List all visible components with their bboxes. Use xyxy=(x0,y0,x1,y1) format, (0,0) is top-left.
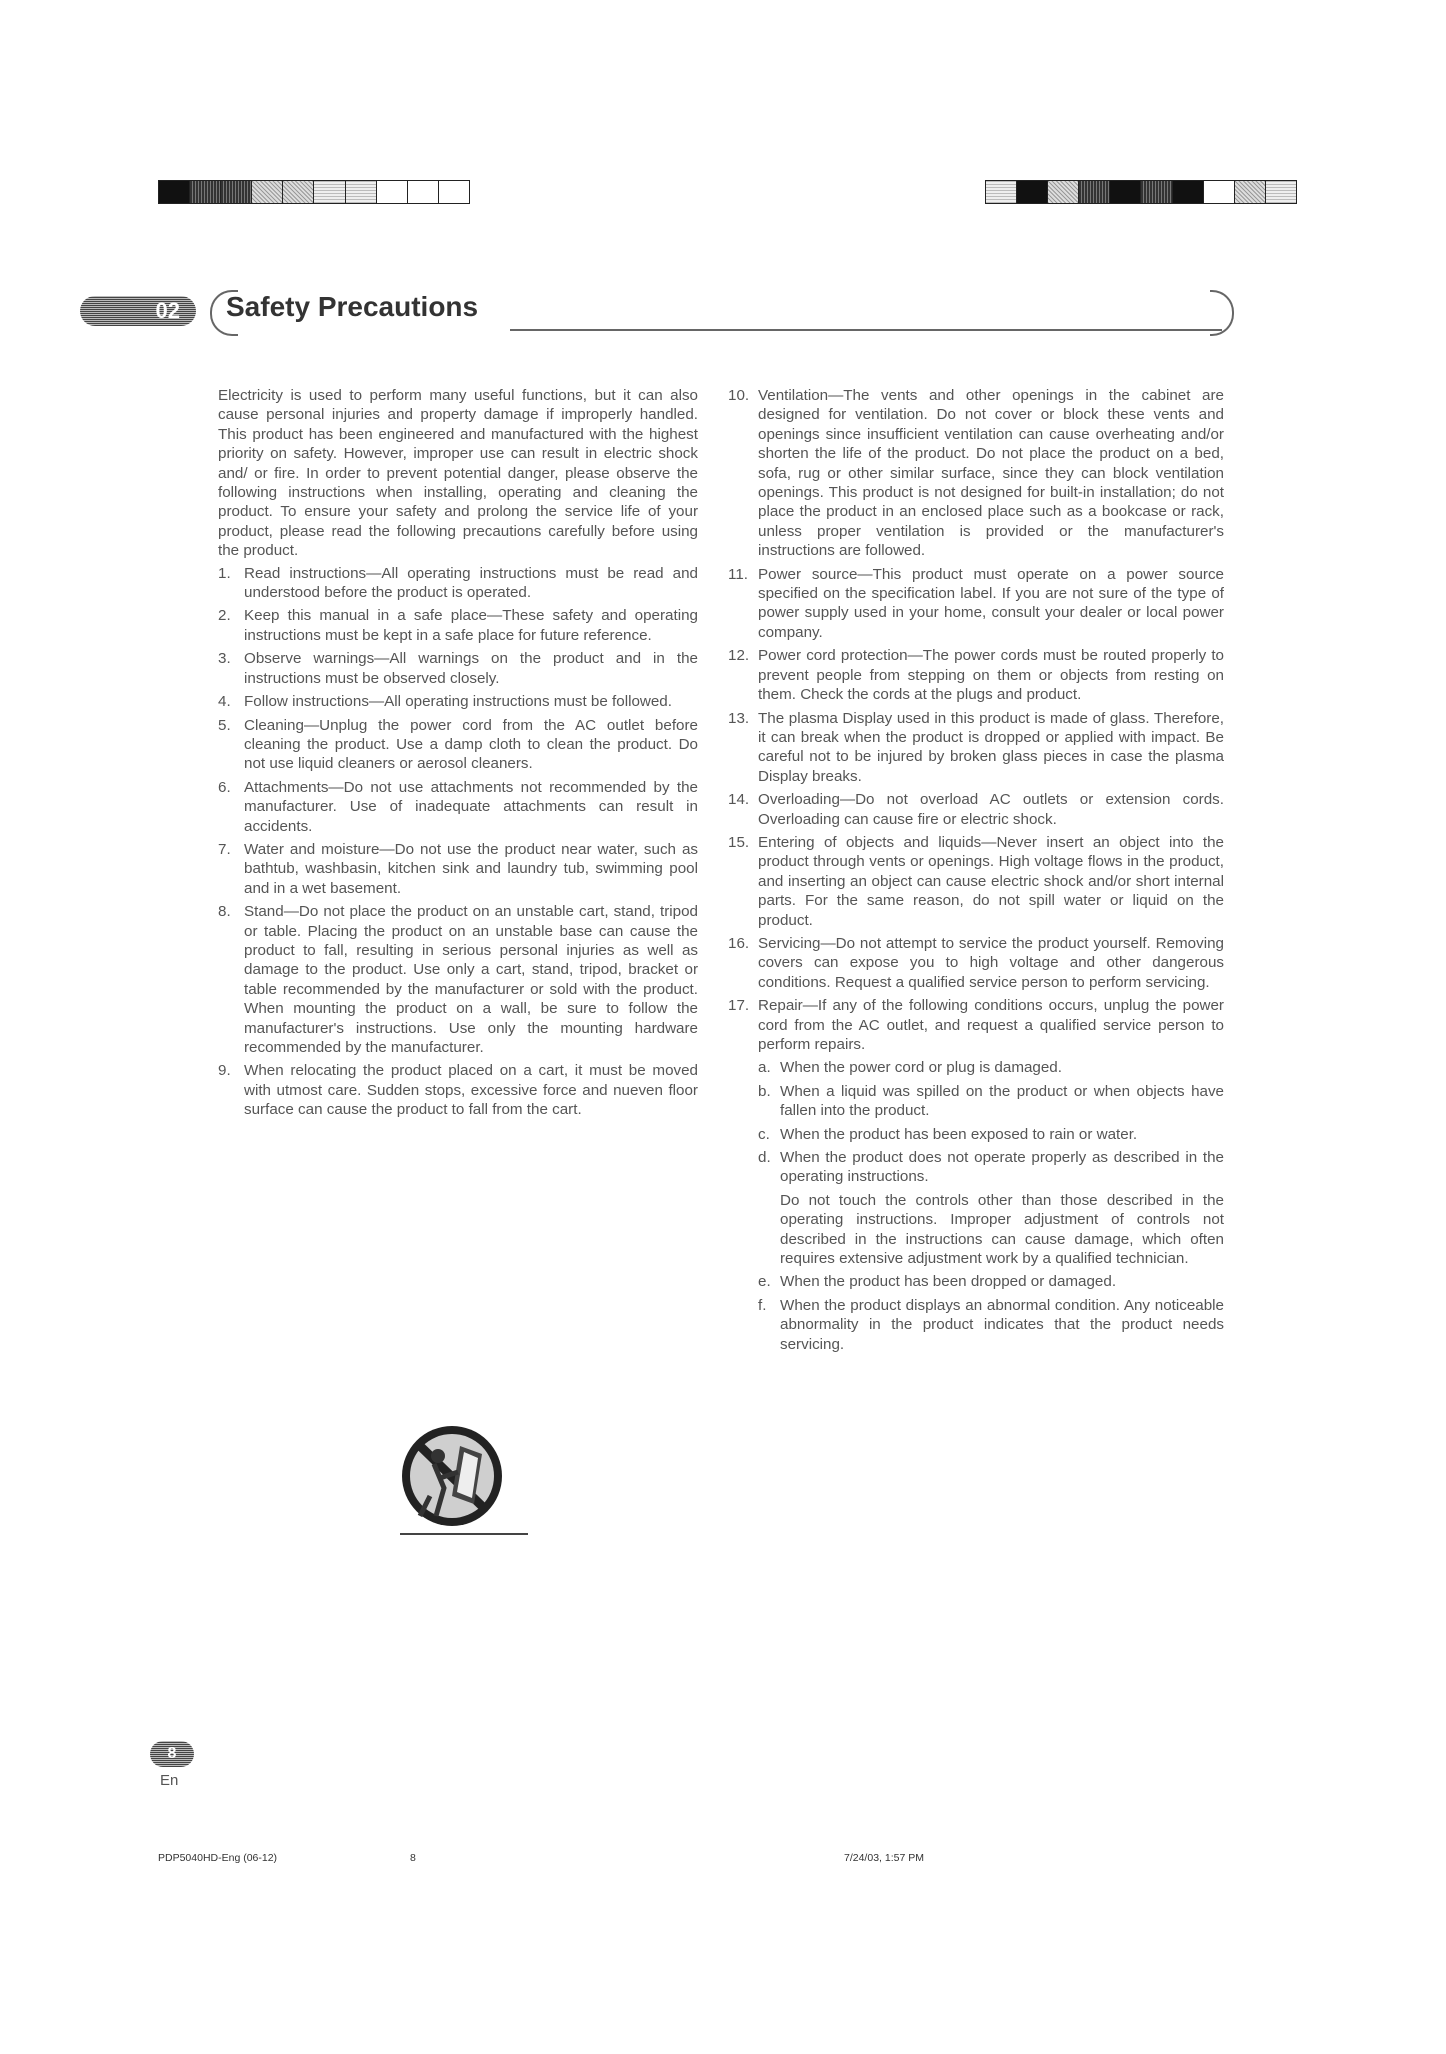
title-underline xyxy=(510,329,1222,331)
precaution-item-text: Attachments—Do not use attachments not recommended by the manufacturer. Use of inadequate attachments can result in accidents. xyxy=(244,778,698,835)
precaution-item-number: 15. xyxy=(728,833,750,851)
repair-condition-text: When the product does not operate properly as described in the operating instructions. xyxy=(780,1149,1224,1186)
precaution-item-text: Water and moisture—Do not use the product near water, such as bathtub, washbasin, kitchen sink and laundry tub, swimming pool and in a wet basement. xyxy=(244,840,698,897)
precaution-item xyxy=(728,934,1224,992)
precaution-item-number: 13. xyxy=(728,709,750,727)
registration-bar-left xyxy=(158,180,470,204)
page-title: Safety Precautions xyxy=(226,291,479,322)
precaution-item xyxy=(218,692,698,711)
precaution-item xyxy=(218,840,698,898)
precaution-item-text: Read instructions—All operating instructions must be read and understood before the product is operated. xyxy=(244,564,698,602)
precaution-item xyxy=(218,778,698,836)
repair-condition-number: f. xyxy=(758,1296,767,1314)
precaution-item-number: 9. xyxy=(218,1062,231,1080)
repair-condition xyxy=(758,1058,1224,1077)
precaution-item-number: 2. xyxy=(218,607,231,625)
precaution-item-text: Ventilation—The vents and other openings in the cabinet are designed for ventilation. Do not cover or block these vents and openings since insufficient ventilation can cause overheating and/or shorten the life of the product. Do not place the product on a bed, sofa, rug or other similar surface, since they can block ventilation openings. This product is not designed for built-in installation; do not place the product in an enclosed place such as a bookcase or rack, unless proper ventilation is provided or the manufacturer's instructions are followed. xyxy=(758,387,1224,560)
precaution-item-text: Power cord protection—The power cords must be routed properly to prevent people from stepping on them or objects from resting on them. Check the cords at the plugs and product. xyxy=(758,647,1224,704)
precaution-item-number: 11. xyxy=(728,565,748,583)
precaution-item-number: 5. xyxy=(218,716,231,734)
precaution-item xyxy=(218,649,698,688)
precaution-item-text: Keep this manual in a safe place—These safety and operating instructions must be kept in a safe place for future reference. xyxy=(244,607,698,644)
precaution-item-text: Power source—This product must operate on a power source specified on the specification label. If you are not sure of the type of power supply used in your home, consult your dealer or local power company. xyxy=(758,565,1224,641)
precaution-item xyxy=(728,386,1224,561)
precaution-item-text: Cleaning—Unplug the power cord from the AC outlet before cleaning the product. Use a damp cloth to clean the product. Do not use liquid cleaners or aerosol cleaners. xyxy=(244,716,698,773)
precaution-item xyxy=(218,606,698,645)
repair-condition-number: a. xyxy=(758,1059,771,1077)
left-column xyxy=(218,386,698,1124)
precaution-item-number: 14. xyxy=(728,791,750,809)
precaution-item-number: 8. xyxy=(218,903,231,921)
precaution-item-number: 4. xyxy=(218,693,231,711)
precaution-item-number: 10. xyxy=(728,387,750,404)
precaution-item-text: Entering of objects and liquids—Never insert an object into the product through vents or openings. High voltage flows in the product, and inserting an object can cause electric shock and/or short internal parts. For the same reason, do not spill water or liquid on the product. xyxy=(758,833,1224,929)
precaution-item-text: Stand—Do not place the product on an unstable cart, stand, tripod or table. Placing the product on an unstable base can cause the product to fall, resulting in serious personal injuries as well as damage to the product. Use only a cart, stand, tripod, bracket or table recommended by the manufacturer or sold with the product. When mounting the product on a wall, be sure to follow the manufacturer's instructions. Use only the mounting hardware recommended by the manufacturer. xyxy=(244,903,698,1056)
condition-d-note: Do not touch the controls other than those described in the operating instructions. Improper adjustment of controls not described in the instructions can cause damage, which often requires extensive adjustment work by a qualified technician. xyxy=(780,1191,1224,1268)
precaution-item xyxy=(728,709,1224,787)
doc-id: PDP5040HD-Eng (06-12) xyxy=(158,1852,278,1864)
precaution-item-number: 7. xyxy=(218,840,231,858)
precaution-item xyxy=(728,565,1224,643)
language-label: En xyxy=(160,1772,179,1789)
repair-condition-text: When the product has been dropped or damaged. xyxy=(780,1273,1117,1291)
precaution-item-number: 1. xyxy=(218,564,231,582)
doc-page: 8 xyxy=(410,1852,416,1864)
precaution-item-number: 3. xyxy=(218,650,231,668)
precaution-item-text: Observe warnings—All warnings on the product and in the instructions must be observed closely. xyxy=(244,650,698,687)
repair-condition xyxy=(758,1272,1224,1291)
precaution-item-text: Follow instructions—All operating instructions must be followed. xyxy=(244,693,672,711)
precaution-item-number: 12. xyxy=(728,647,750,665)
registration-bar-right xyxy=(985,180,1297,204)
repair-condition-number: e. xyxy=(758,1273,771,1291)
repair-condition-text: When a liquid was spilled on the product or when objects have fallen into the product. xyxy=(780,1082,1224,1120)
precaution-item-text: When relocating the product placed on a cart, it must be moved with utmost care. Sudden stops, excessive force and nueven floor surface can cause the product to fall from the cart. xyxy=(244,1062,698,1119)
repair-condition-text: When the power cord or plug is damaged. xyxy=(780,1059,1062,1077)
precaution-item-text: Overloading—Do not overload AC outlets or extension cords. Overloading can cause fire or electric shock. xyxy=(758,791,1224,828)
repair-condition xyxy=(758,1125,1224,1144)
repair-condition-number: c. xyxy=(758,1125,770,1143)
precaution-item xyxy=(218,902,698,1057)
print-timestamp: 7/24/03, 1:57 PM xyxy=(844,1852,924,1864)
precaution-item-number: 16. xyxy=(728,934,750,952)
repair-condition xyxy=(758,1148,1224,1187)
precautions-list-right xyxy=(728,386,1224,1354)
precaution-item xyxy=(728,790,1224,829)
precaution-item-text: The plasma Display used in this product is made of glass. Therefore, it can break when the product is dropped or applied with impact. Be careful not to be injured by broken glass pieces in case the plasma Display breaks. xyxy=(758,709,1224,785)
precaution-item-text: Servicing—Do not attempt to service the product yourself. Removing covers can expose you to high voltage and other dangerous conditions. Request a qualified service person to perform servicing. xyxy=(758,934,1224,991)
page-number-badge: 8 xyxy=(150,1741,194,1767)
precaution-item xyxy=(728,646,1224,704)
repair-condition-text: When the product displays an abnormal condition. Any noticeable abnormality in the product indicates that the product needs servicing. xyxy=(780,1296,1224,1353)
precaution-item xyxy=(218,716,698,774)
chapter-badge: 02 xyxy=(80,296,196,326)
precaution-item xyxy=(218,564,698,603)
precaution-item-number: 17. xyxy=(728,997,750,1015)
repair-condition-text: When the product has been exposed to rain or water. xyxy=(780,1125,1138,1143)
repair-condition xyxy=(758,1082,1224,1121)
precaution-item xyxy=(728,996,1224,1054)
repair-condition xyxy=(758,1296,1224,1354)
precaution-item xyxy=(728,833,1224,930)
precaution-item-number: 6. xyxy=(218,778,231,796)
precaution-item-text: Repair—If any of the following conditions occurs, unplug the power cord from the AC outlet, and request a qualified service person to perform repairs. xyxy=(758,997,1224,1053)
cart-tip-warning-icon xyxy=(390,1416,530,1546)
precautions-list-left xyxy=(218,564,698,1120)
precaution-item xyxy=(218,1061,698,1119)
repair-condition-number: d. xyxy=(758,1149,771,1167)
intro-paragraph: Electricity is used to perform many useful functions, but it can also cause personal injuries and property damage if improperly handled. This product has been engineered and manufactured with the highest priority on safety. However, improper use can result in electric shock and/ or fire. In order to prevent potential danger, please observe the following instructions when installing, operating and cleaning the product. To ensure your safety and prolong the service life of your product, please read the following precautions carefully before using the product. xyxy=(218,387,698,560)
repair-condition-number: b. xyxy=(758,1082,771,1100)
right-column xyxy=(728,386,1224,1358)
